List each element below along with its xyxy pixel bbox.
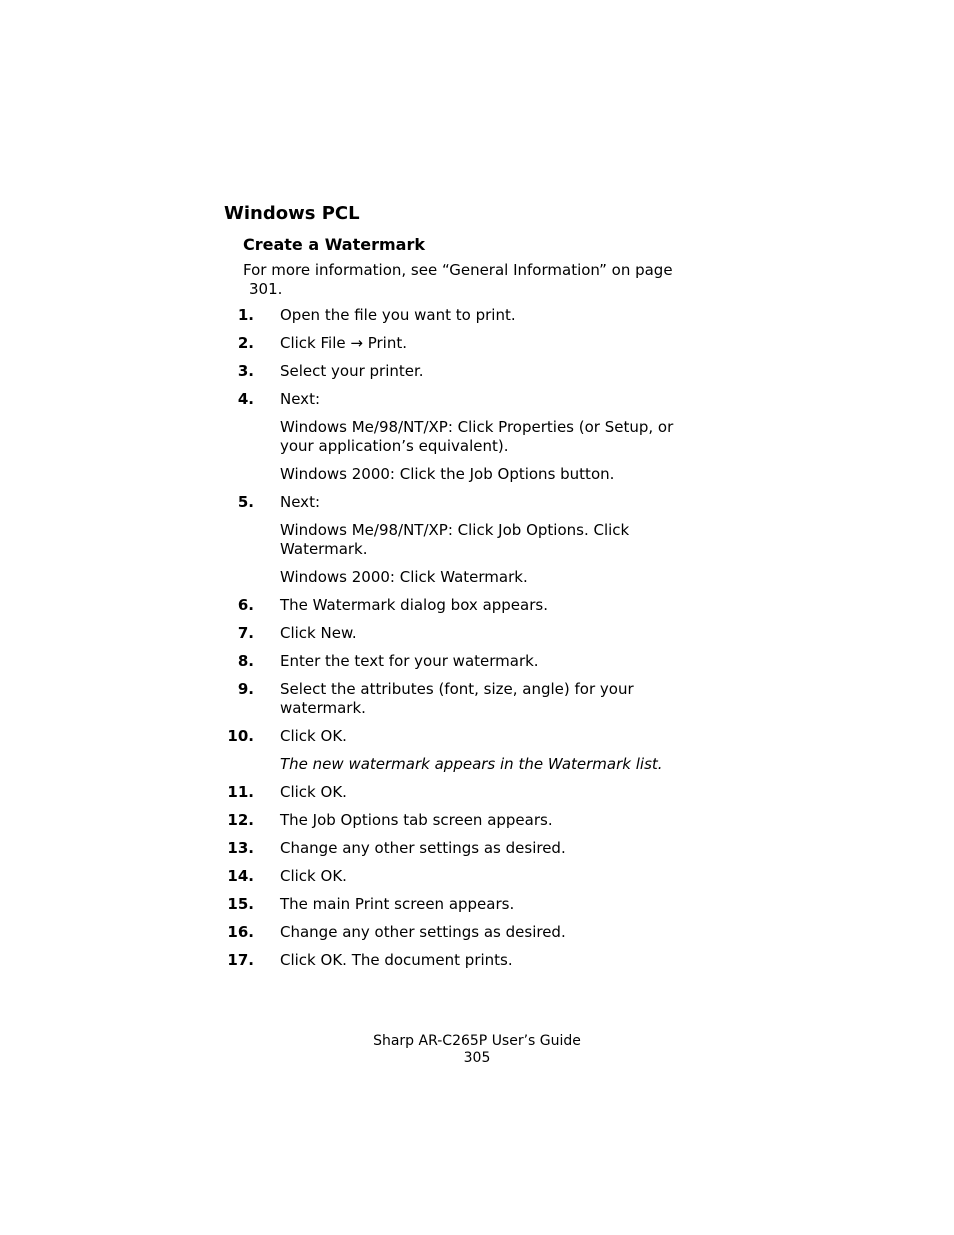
step-number: 9. [237,680,254,698]
step-text: Next: [280,493,320,511]
step-number: 2. [237,334,254,352]
step-number: 10. [227,727,254,745]
intro-text-continued: 301. [249,280,283,298]
step-number: 1. [237,306,254,324]
step-number: 7. [237,624,254,642]
footer-title: Sharp AR-C265P User’s Guide [373,1033,581,1049]
step-note: Windows Me/98/NT/XP: Click Job Options. Click [280,521,630,539]
subsection-heading: Create a Watermark [243,235,425,254]
step-text: Click File → Print. [280,334,407,352]
step-text: Change any other settings as desired. [280,839,566,857]
step-note: your application’s equivalent). [280,437,509,455]
step-text: Click OK. The document prints. [280,951,513,969]
step-number: 13. [227,839,254,857]
section-heading: Windows PCL [224,203,360,224]
step-number: 17. [227,951,254,969]
step-text: Click New. [280,624,357,642]
step-text: Select your printer. [280,362,424,380]
footer-page-number: 305 [463,1050,491,1066]
step-text: Enter the text for your watermark. [280,652,539,670]
step-text: Open the file you want to print. [280,306,516,324]
step-number: 3. [237,362,254,380]
step-text-continued: watermark. [280,699,366,717]
step-text: Next: [280,390,320,408]
step-number: 6. [237,596,254,614]
step-number: 12. [227,811,254,829]
step-number: 14. [227,867,254,885]
step-number: 5. [237,493,254,511]
step-number: 15. [227,895,254,913]
step-note: Windows 2000: Click the Job Options button. [280,465,615,483]
intro-text: For more information, see “General Information” on page [243,261,673,279]
step-text: Select the attributes (font, size, angle) for your [280,680,634,698]
step-note: Watermark. [280,540,368,558]
step-note: Windows Me/98/NT/XP: Click Properties (or Setup, or [280,418,674,436]
step-text: Click OK. [280,783,347,801]
step-number: 16. [227,923,254,941]
step-number: 8. [237,652,254,670]
step-text: The Job Options tab screen appears. [280,811,553,829]
step-number: 4. [237,390,254,408]
step-text: Change any other settings as desired. [280,923,566,941]
step-text: Click OK. [280,727,347,745]
step-number: 11. [227,783,254,801]
step-text: Click OK. [280,867,347,885]
step-note: Windows 2000: Click Watermark. [280,568,528,586]
step-text: The main Print screen appears. [280,895,515,913]
step-result-note: The new watermark appears in the Watermark list. [280,755,663,773]
step-text: The Watermark dialog box appears. [280,596,548,614]
